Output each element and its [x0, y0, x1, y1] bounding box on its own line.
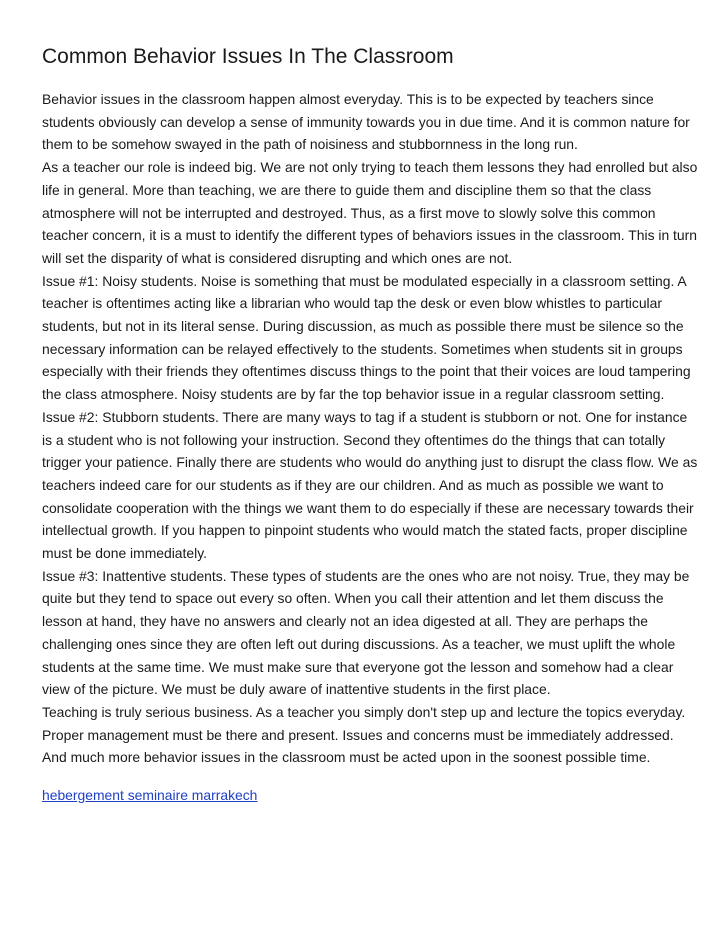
- footer-link[interactable]: hebergement seminaire marrakech: [42, 787, 258, 804]
- paragraph-conclusion: Teaching is truly serious business. As a teacher you simply don't step up and lecture the topics everyday. Proper management must be there and present. Issues and concerns must be immediately addressed. And much more behavior issues in the classroom must be acted upon in the soonest possible time.: [42, 703, 686, 766]
- paragraph-issue-2: Issue #2: Stubborn students. There are many ways to tag if a student is stubborn or not. One for instance is a student who is not following your instruction. Second they oftentimes do the things that can totally trigger your patience. Finally there are students who would do anything just to disrupt the class flow. We as teachers indeed care for our students as if they are our children. And as much as possible we want to consolidate cooperation with the things we want them to do especially if these are necessary towards their intellectual growth. If you happen to pinpoint students who would match the stated facts, proper discipline must be done immediately.: [42, 408, 698, 562]
- paragraph-intro: Behavior issues in the classroom happen almost everyday. This is to be expected by teachers since students obviously can develop a sense of immunity towards you in due time. And it is common nature for them to be somehow swayed in the path of noisiness and stubbornness in the long run.: [42, 91, 690, 153]
- document-title: Common Behavior Issues In The Classroom: [42, 45, 454, 68]
- document-body: [42, 88, 698, 769]
- paragraph-issue-1: Issue #1: Noisy students. Noise is something that must be modulated especially in a classroom setting. A teacher is oftentimes acting like a librarian who would tap the desk or even blow whistles to particular students, but not in its literal sense. During discussion, as much as possible there must be silence so the necessary information can be relayed effectively to the students. Sometimes when students sit in groups especially with their friends they oftentimes discuss things to the point that their voices are loud tampering the class atmosphere. Noisy students are by far the top behavior issue in a regular classroom setting.: [42, 272, 691, 403]
- paragraph-teacher-role: As a teacher our role is indeed big. We are not only trying to teach them lessons they had enrolled but also life in general. More than teaching, we are there to guide them and discipline them so that the class atmosphere will not be interrupted and destroyed. Thus, as a first move to slowly solve this common teacher concern, it is a must to identify the different types of behaviors issues in the classroom. This in turn will set the disparity of what is considered disrupting and which ones are not.: [42, 159, 698, 266]
- paragraph-issue-3: Issue #3: Inattentive students. These types of students are the ones who are not noisy. True, they may be quite but they tend to space out every so often. When you call their attention and let them discuss the lesson at hand, they have no answers and clearly not an idea digested at all. They are perhaps the challenging ones since they are often left out during discussions. As a teacher, we must uplift the whole students at the same time. We must make sure that everyone got the lesson and somehow had a clear view of the picture. We must be duly aware of inattentive students in the first place.: [42, 567, 690, 698]
